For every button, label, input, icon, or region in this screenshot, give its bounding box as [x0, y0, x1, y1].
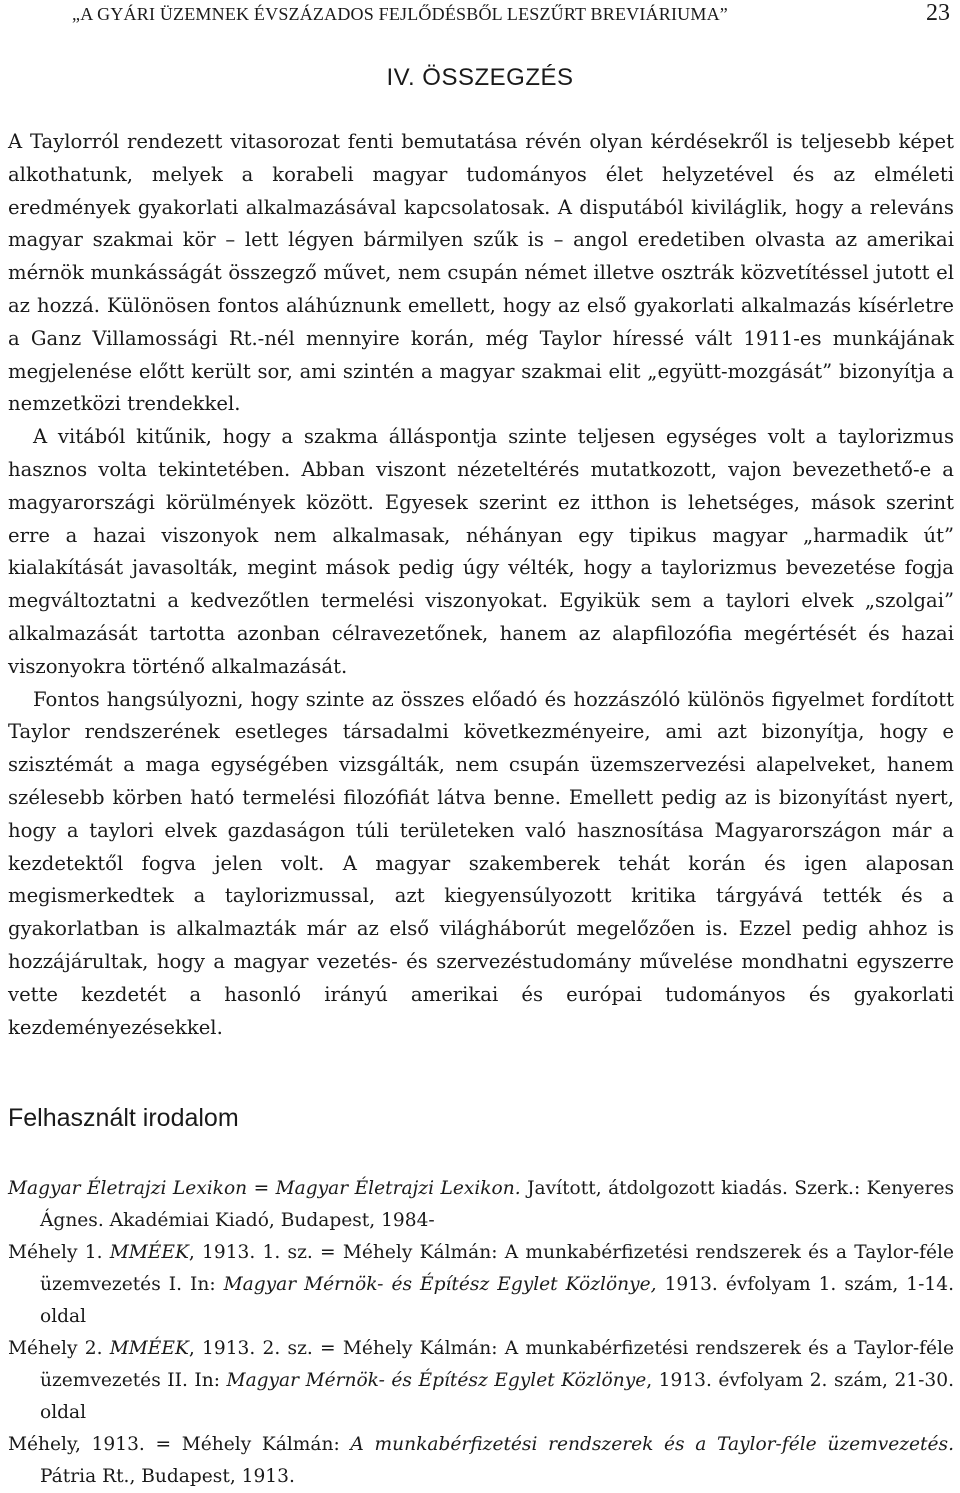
reference-item	[8, 1173, 954, 1237]
ref-title: A munkabérfizetési rendszerek és a Taylor-féle üzemvezetés.	[350, 1434, 954, 1455]
page-number: 23	[926, 0, 950, 26]
ref-text: , 1913. évfolyam 2. szám, 21-30. oldal	[40, 1370, 954, 1423]
ref-text: , 1913. 1. sz. = Méhely Kálmán: A munkabérfizetési rendszerek és a Taylor-féle üzemvezetés I. In:	[40, 1242, 954, 1295]
paragraph-3: Fontos hangsúlyozni, hogy szinte az összes előadó és hozzászóló különös figyelmet fordított Taylor rendszerének esetleges társadalmi következményeire, ami azt bizonyítja, hogy e szisztémát a maga egységében vizsgálták, nem csupán üzemszervezési alapelveket, hanem szélesebb körben ható termelési filozófiát látva benne. Emellett pedig az is bizonyítást nyert, hogy a taylori elvek gazdaságon túli területeken való hasznosítása Magyarországon már a kezdetektől fogva jelen volt. A magyar szakemberek tehát korán és igen alaposan megismerkedtek a taylorizmussal, azt kiegyensúlyozott kritika tárgyává tették és a gyakorlatban is alkalmazták már az első világháborút megelőzően is. Ezzel pedig ahhoz is hozzájárultak, hogy a magyar vezetés- és szervezéstudomány művelése mondhatni egyszerre vette kezdetét a hasonló irányú amerikai és európai tudományos és gyakorlati kezdeményezésekkel.	[8, 687, 954, 1039]
ref-title: Magyar Mérnök- és Építész Egylet Közlönye,	[223, 1274, 657, 1295]
section-title: IV. ÖSSZEGZÉS	[386, 64, 574, 91]
ref-title: Magyar Mérnök- és Építész Egylet Közlönye	[226, 1370, 647, 1391]
ref-text: Méhely 2.	[8, 1338, 110, 1359]
ref-text: Javított, átdolgozott kiadás. Szerk.: Kenyeres Ágnes. Akadémiai Kiadó, Budapest, 1984-	[40, 1178, 954, 1231]
ref-text: , 1913. 2. sz. = Méhely Kálmán: A munkabérfizetési rendszerek és a Taylor-féle üzemvezetés II. In:	[40, 1338, 954, 1391]
ref-title: MMÉEK	[109, 1242, 189, 1263]
reference-item	[8, 1237, 954, 1333]
ref-text: 1913. évfolyam 1. szám, 1-14. oldal	[40, 1274, 954, 1327]
reference-item	[8, 1429, 954, 1493]
references-title: Felhasznált irodalom	[8, 1104, 239, 1132]
ref-title: MMÉEK	[109, 1338, 189, 1359]
references-list	[8, 1173, 954, 1493]
running-header: „A GYÁRI ÜZEMNEK ÉVSZÁZADOS FEJLŐDÉSBŐL LESZŰRT BREVIÁRIUMA”	[72, 4, 728, 24]
ref-text: Pátria Rt., Budapest, 1913.	[40, 1466, 295, 1487]
ref-text: Méhely 1.	[8, 1242, 110, 1263]
reference-item	[8, 1333, 954, 1429]
ref-text: Méhely, 1913. = Méhely Kálmán:	[8, 1434, 351, 1455]
paragraph-1: A Taylorról rendezett vitasorozat fenti bemutatása révén olyan kérdésekről is teljesebb képet alkothatunk, melyek a korabeli magyar tudományos élet helyzetével és az elméleti eredmények gyakorlati alkalmazásával kapcsolatosak. A disputából kiviláglik, hogy a releváns magyar szakmai kör – lett légyen bármilyen szűk is – angol eredetiben olvasta az amerikai mérnök munkásságát összegző művet, nem csupán német illetve osztrák közvetítéssel jutott el az hozzá. Különösen fontos aláhúznunk emellett, hogy az első gyakorlati alkalmazás kísérletre a Ganz Villamossági Rt.-nél mennyire korán, még Taylor híressé vált 1911-es munkájának megjelenése előtt került sor, ami szintén a magyar szakmai elit „együtt-mozgását” bizonyítja a nemzetközi trendekkel.	[8, 130, 954, 416]
paragraph-2: A vitából kitűnik, hogy a szakma álláspontja szinte teljesen egységes volt a taylorizmus hasznos volta tekintetében. Abban viszont nézeteltérés mutatkozott, vajon bevezethető-e a magyarországi körülmények között. Egyesek szerint ez itthon is lehetséges, mások szerint erre a hazai viszonyok nem alkalmasak, néhányan egy tipikus magyar „harmadik út” kialakítását javasolták, megint mások pedig úgy vélték, hogy a taylorizmus bevezetése fogja megváltoztatni a kedvezőtlen termelési viszonyokat. Egyikük sem a taylori elvek „szolgai” alkalmazását tartotta azonban célravezetőnek, hanem az alapfilozófia megértését és hazai viszonyokra történő alkalmazását.	[8, 425, 954, 678]
body-text	[8, 126, 954, 1044]
ref-title: Magyar Életrajzi Lexikon = Magyar Életrajzi Lexikon.	[8, 1178, 521, 1199]
